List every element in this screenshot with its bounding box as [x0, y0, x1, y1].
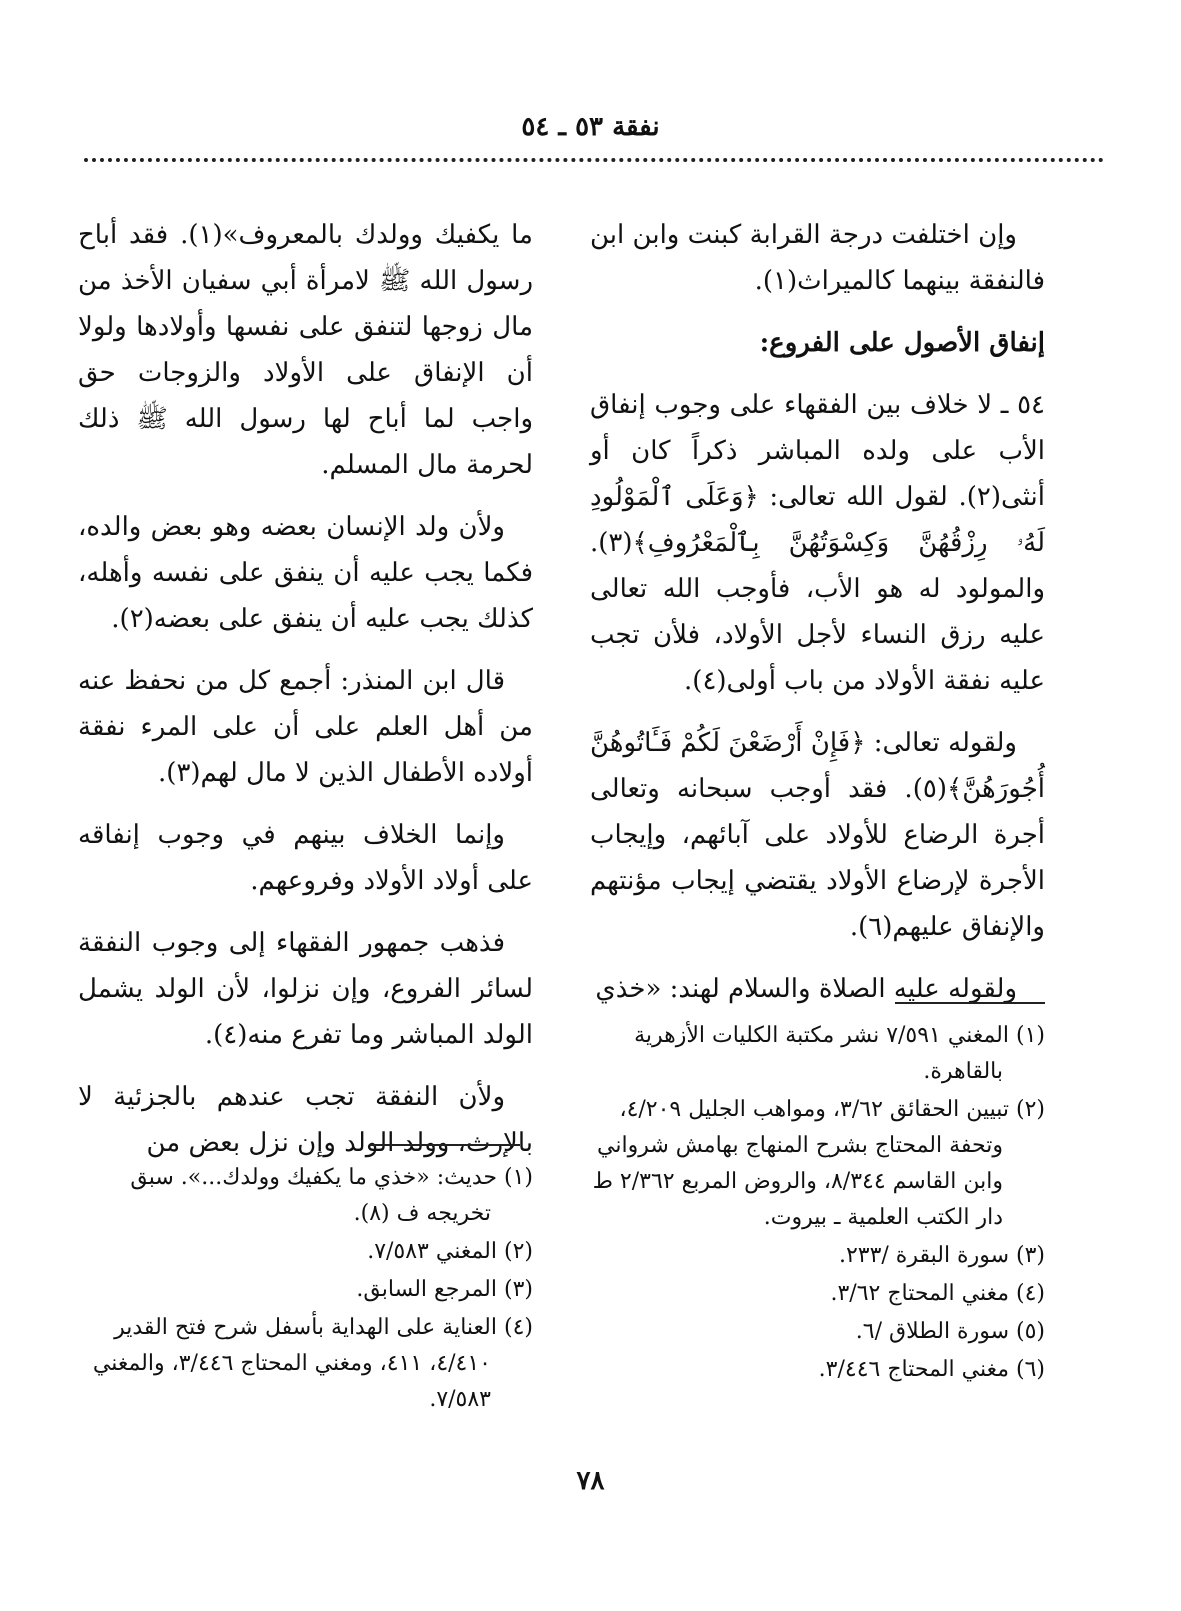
header-dotted-divider — [84, 158, 1104, 162]
page-header: نفقة ٥٣ ـ ٥٤ — [521, 112, 660, 142]
footnote: (٦) مغني المحتاج ٣/٤٤٦. — [818, 1357, 1045, 1382]
footnote: (٤) العناية على الهداية بأسفل شرح فتح القدير ٤/٤١٠، ٤١١، ومغني المحتاج ٣/٤٤٦، والمغني ٧/٥٨٣. — [92, 1315, 533, 1412]
left-footnotes — [78, 1160, 533, 1420]
left-paragraph-6: ولأن النفقة تجب عندهم بالجزئية لا بالإرث، وولد الولد وإن نزل بعض من — [78, 1082, 533, 1158]
footnote: (١) حديث: «خذي ما يكفيك وولدك...». سبق تخريجه ف (٨). — [130, 1165, 533, 1226]
page-number: ٧٨ — [576, 1466, 605, 1496]
right-footnote-rule — [895, 1002, 1045, 1004]
footnote: (١) المغني ٧/٥٩١ نشر مكتبة الكليات الأزهرية بالقاهرة. — [634, 1023, 1045, 1084]
left-paragraph-2: ولأن ولد الإنسان بعضه وهو بعض والده، فكما يجب عليه أن ينفق على نفسه وأهله، كذلك يجب عليه أن ينفق على بعضه(٢). — [78, 512, 533, 634]
footnote: (٢) تبيين الحقائق ٣/٦٢، ومواهب الجليل ٤/٢٠٩، وتحفة المحتاج بشرح المنهاج بهامش شرواني وابن القاسم ٨/٣٤٤، والروض المربع ٢/٣٦٢ ط دار الكتب العلمية ـ بيروت. — [592, 1097, 1045, 1230]
footnote: (٢) المغني ٧/٥٨٣. — [367, 1239, 533, 1264]
right-paragraph-4: ولقوله عليه الصلاة والسلام لهند: «خذي — [595, 974, 1017, 1004]
left-paragraph-5: فذهب جمهور الفقهاء إلى وجوب النفقة لسائر الفروع، وإن نزلوا، لأن الولد يشمل الولد المباشر وما تفرع منه(٤). — [78, 928, 533, 1050]
left-paragraph-3: قال ابن المنذر: أجمع كل من نحفظ عنه من أهل العلم على أن على المرء نفقة أولاده الأطفال الذين لا مال لهم(٣). — [78, 666, 533, 788]
left-paragraph-4: وإنما الخلاف بينهم في وجوب إنفاقه على أولاد الأولاد وفروعهم. — [78, 820, 533, 896]
left-footnote-rule — [370, 1144, 520, 1146]
right-footnotes — [590, 1018, 1045, 1390]
footnote: (٤) مغني المحتاج ٣/٦٢. — [830, 1281, 1045, 1306]
footnote: (٥) سورة الطلاق /٦. — [855, 1319, 1045, 1344]
left-column — [78, 212, 533, 1182]
footnote: (٣) المرجع السابق. — [356, 1277, 533, 1302]
right-column — [590, 212, 1045, 1028]
right-paragraph-3: ولقوله تعالى: ﴿فَإِنْ أَرْضَعْنَ لَكُمْ فَـَٔاتُوهُنَّ أُجُورَهُنَّ﴾(٥). فقد أوجب سبحانه وتعالى أجرة الرضاع للأولاد على آبائهم، وإيجاب الأجرة لإرضاع الأولاد يقتضي إيجاب مؤنتهم والإنفاق عليهم(٦). — [590, 728, 1045, 942]
left-paragraph-1: ما يكفيك وولدك بالمعروف»(١). فقد أباح رسول الله ﷺ لامرأة أبي سفيان الأخذ من مال زوجها لتنفق على نفسها وأولادها ولولا أن الإنفاق على الأولاد والزوجات حق واجب لما أباح لها رسول الله ﷺ ذلك لحرمة مال المسلم. — [78, 220, 533, 480]
section-heading: إنفاق الأصول على الفروع: — [759, 328, 1045, 358]
right-paragraph-1: وإن اختلفت درجة القرابة كبنت وابن ابن فالنفقة بينهما كالميراث(١). — [590, 220, 1045, 296]
footnote: (٣) سورة البقرة /٢٣٣. — [838, 1243, 1045, 1268]
right-paragraph-2: ٥٤ ـ لا خلاف بين الفقهاء على وجوب إنفاق الأب على ولده المباشر ذكراً كان أو أنثى(٢). لقول الله تعالى: ﴿وَعَلَى ٱلْمَوْلُودِ لَهُۥ رِزْقُهُنَّ وَكِسْوَتُهُنَّ بِٱلْمَعْرُوفِ﴾(٣). والمولود له هو الأب، فأوجب الله تعالى عليه رزق النساء لأجل الأولاد، فلأن تجب عليه نفقة الأولاد من باب أولى(٤). — [590, 390, 1045, 696]
